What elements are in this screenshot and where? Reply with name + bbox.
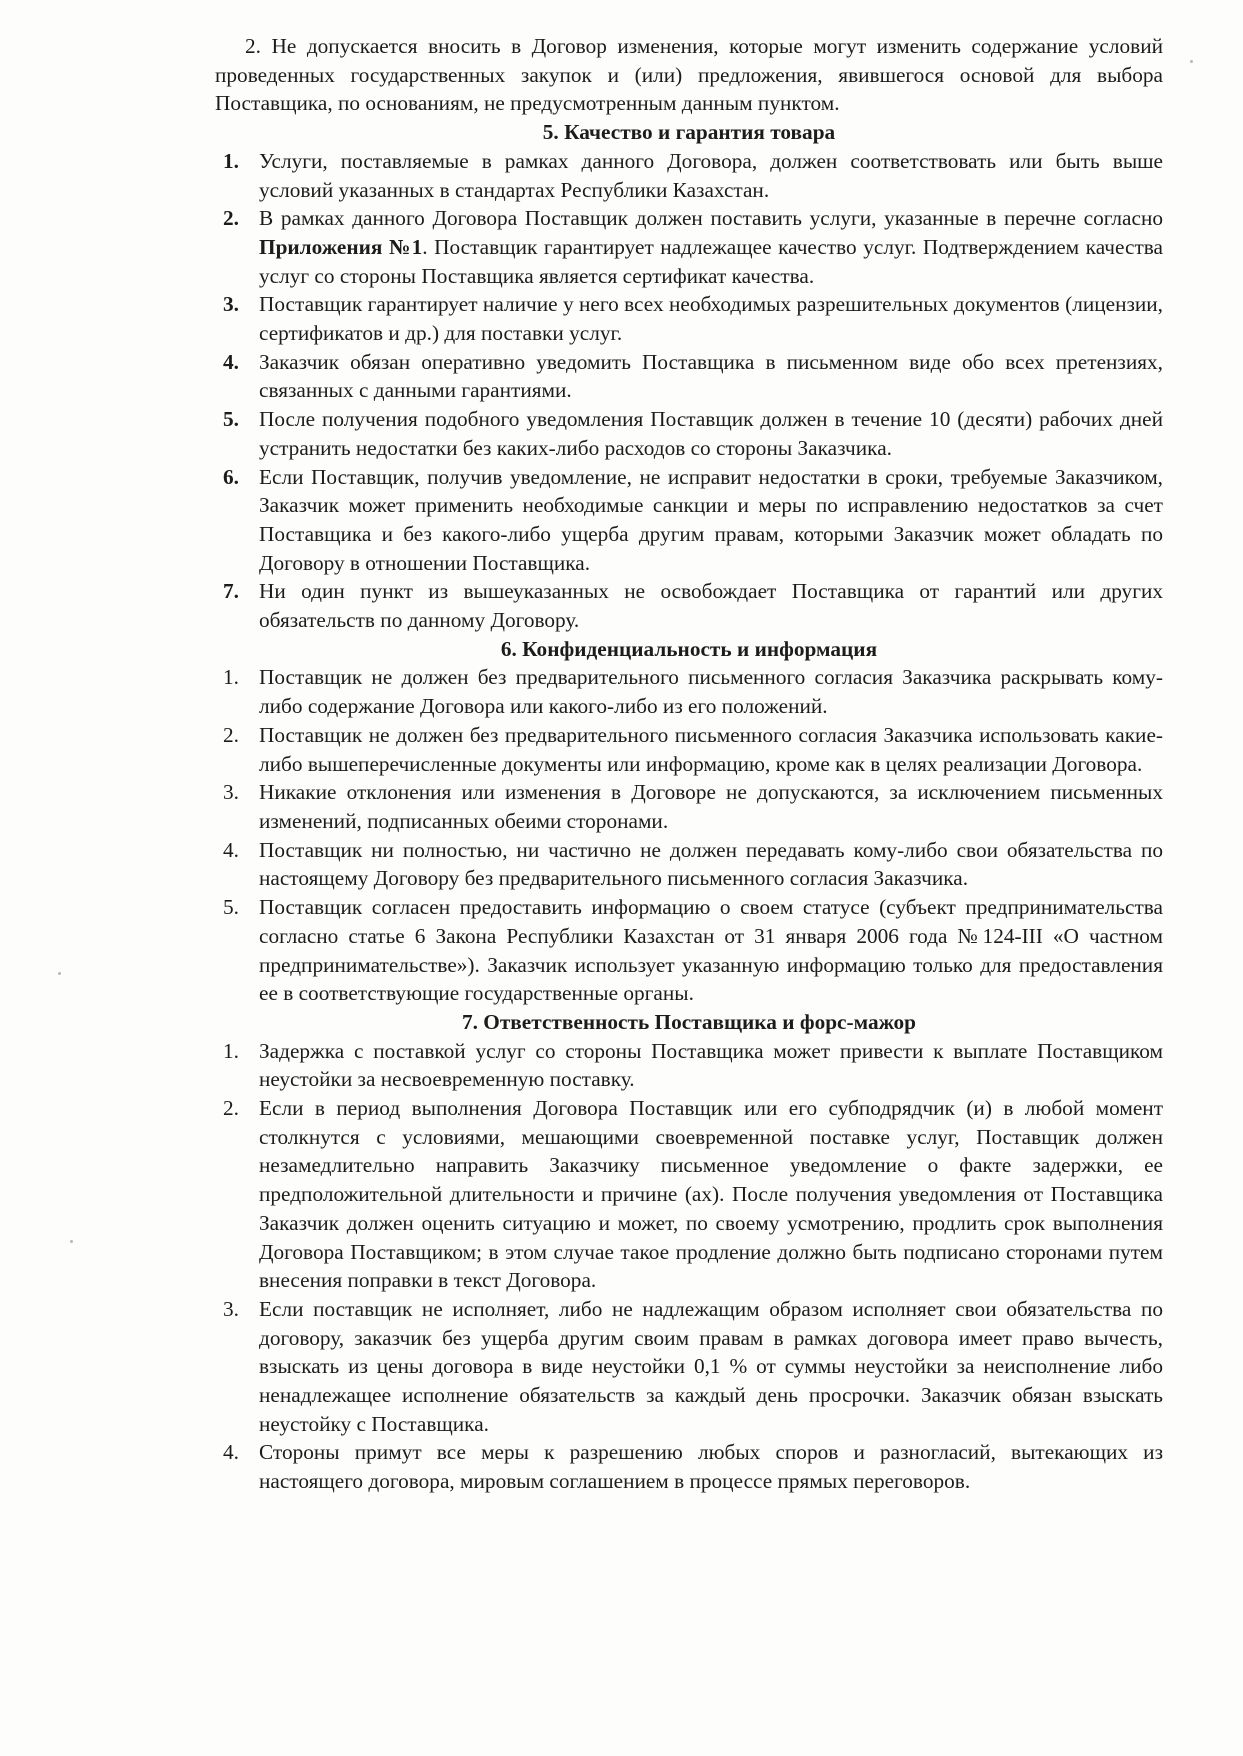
item-number: 5. xyxy=(223,895,239,920)
section-7 xyxy=(215,1008,1163,1496)
item-text: Поставщик не должен без предварительного письменного согласия Заказчика раскрывать кому-либо содержание Договора или какого-либо из его положений. xyxy=(259,665,1163,719)
item-number: 2. xyxy=(223,722,239,747)
item-text: В рамках данного Договора Поставщик должен поставить услуги, указанные в перечне согласно xyxy=(259,206,1163,231)
list-item xyxy=(215,836,1163,893)
item-text: Поставщик согласен предоставить информацию о своем статусе (субъект предпринимательства согласно статье 6 Закона Республики Казахстан от 31 января 2006 года №124-III «О частном предпринимательстве»). Заказчик использует указанную информацию только для предоставления ее в соответствующие государственные органы. xyxy=(259,895,1163,1006)
item-text: После получения подобного уведомления Поставщик должен в течение 10 (десяти) рабочих дней устранить недостатки без каких-либо расходов со стороны Заказчика. xyxy=(259,407,1163,460)
list-item xyxy=(215,463,1163,578)
item-number: 1. xyxy=(223,1038,239,1063)
list-item xyxy=(215,290,1163,347)
section-6-title: 6. Конфиденциальность и информация xyxy=(500,636,878,661)
item-number: 6. xyxy=(223,464,239,489)
item-number: 3. xyxy=(223,780,239,805)
item-text: Заказчик обязан оперативно уведомить Поставщика в письменном виде обо всех претензиях, связанных с данными гарантиями. xyxy=(259,349,1163,403)
list-item xyxy=(215,721,1163,778)
section-5 xyxy=(215,118,1163,635)
scan-speck xyxy=(1190,60,1193,63)
list-item xyxy=(215,663,1163,720)
list-item xyxy=(215,893,1163,1008)
item-number: 4. xyxy=(223,1440,239,1465)
section-7-list xyxy=(215,1037,1163,1496)
item-text: Ни один пункт из вышеуказанных не освобождает Поставщика от гарантий или других обязательств по данному Договору. xyxy=(259,579,1163,633)
appendix-reference: Приложения №1 xyxy=(259,234,423,259)
item-text: Если поставщик не исполняет, либо не надлежащим образом исполняет свои обязательства по договору, заказчик без ущерба другим своим правам в рамках договора имеет право вычесть, взыскать из цены договора в виде неустойки 0,1 % от суммы неустойки за неисполнение либо ненадлежащее исполнение обязательств за каждый день просрочки. Заказчик обязан взыскать неустойку с Поставщика. xyxy=(259,1296,1163,1436)
section-6 xyxy=(215,635,1163,1008)
item-text: Услуги, поставляемые в рамках данного Договора, должен соответствовать или быть выше условий указанных в стандартах Республики Казахстан. xyxy=(259,148,1163,202)
list-item xyxy=(215,577,1163,634)
item-text: Если Поставщик, получив уведомление, не исправит недостатки в сроки, требуемые Заказчиком, Заказчик может применить необходимые санкции и меры по исправлению недостатков за счет Поставщика и без какого-либо ущерба другим правам, которыми Заказчик может обладать по Договору в отношении Поставщика. xyxy=(259,464,1163,575)
list-item xyxy=(215,1295,1163,1439)
list-item xyxy=(215,1094,1163,1295)
list-item xyxy=(215,204,1163,290)
item-number: 1. xyxy=(223,665,239,690)
item-number: 4. xyxy=(223,837,239,862)
item-text: Поставщик не должен без предварительного письменного согласия Заказчика использовать какие-либо вышеперечисленные документы или информацию, кроме как в целях реализации Договора. xyxy=(259,722,1163,776)
scan-speck xyxy=(58,972,61,975)
document-body xyxy=(215,32,1163,1496)
list-item xyxy=(215,405,1163,462)
item-number: 2. xyxy=(223,206,239,231)
item-number: 4. xyxy=(223,349,239,374)
section-6-list xyxy=(215,663,1163,1007)
item-number: 3. xyxy=(223,292,239,317)
item-number: 2. xyxy=(223,1096,239,1121)
list-item xyxy=(215,1438,1163,1495)
section-7-title: 7. Ответственность Поставщика и форс-мажор xyxy=(461,1009,917,1034)
item-number: 5. xyxy=(223,407,239,432)
item-text: . Поставщик гарантирует надлежащее качество услуг. Подтверждением качества услуг со стороны Поставщика является сертификат качества. xyxy=(259,234,1163,288)
item-text: Поставщик гарантирует наличие у него всех необходимых разрешительных документов (лицензии, сертификатов и др.) для поставки услуг. xyxy=(259,292,1163,346)
item-text: Стороны примут все меры к разрешению любых споров и разногласий, вытекающих из настоящего договора, мировым соглашением в процессе прямых переговоров. xyxy=(259,1440,1163,1494)
list-item xyxy=(215,778,1163,835)
item-text: Задержка с поставкой услуг со стороны Поставщика может привести к выплате Поставщиком неустойки за несвоевременную поставку. xyxy=(259,1038,1163,1092)
intro-paragraph: 2. Не допускается вносить в Договор изменения, которые могут изменить содержание условий проведенных государственных закупок и (или) предложения, явившегося основой для выбора Поставщика, по основаниям, не предусмотренным данным пунктом. xyxy=(215,34,1163,116)
section-5-list xyxy=(215,147,1163,635)
item-text: Поставщик ни полностью, ни частично не должен передавать кому-либо свои обязательства по настоящему Договору без предварительного письменного согласия Заказчика. xyxy=(259,837,1163,891)
item-text: Если в период выполнения Договора Поставщик или его субподрядчик (и) в любой момент столкнутся с условиями, мешающими своевременной поставке услуг, Поставщик должен незамедлительно направить Заказчику письменное уведомление о факте задержки, ее предположительной длительности и причине (ах). После получения уведомления от Поставщика Заказчик должен оценить ситуацию и может, по своему усмотрению, продлить срок выполнения Договора Поставщиком; в этом случае такое продление должно быть подписано сторонами путем внесения поправки в текст Договора. xyxy=(259,1096,1163,1293)
scan-speck xyxy=(70,1240,73,1243)
item-number: 3. xyxy=(223,1296,239,1321)
item-text: Никакие отклонения или изменения в Договоре не допускаются, за исключением письменных изменений, подписанных обеими сторонами. xyxy=(259,780,1163,833)
section-5-title: 5. Качество и гарантия товара xyxy=(542,120,836,145)
list-item xyxy=(215,348,1163,405)
item-number: 7. xyxy=(223,579,239,604)
list-item xyxy=(215,147,1163,204)
list-item xyxy=(215,1037,1163,1094)
item-number: 1. xyxy=(223,148,239,173)
